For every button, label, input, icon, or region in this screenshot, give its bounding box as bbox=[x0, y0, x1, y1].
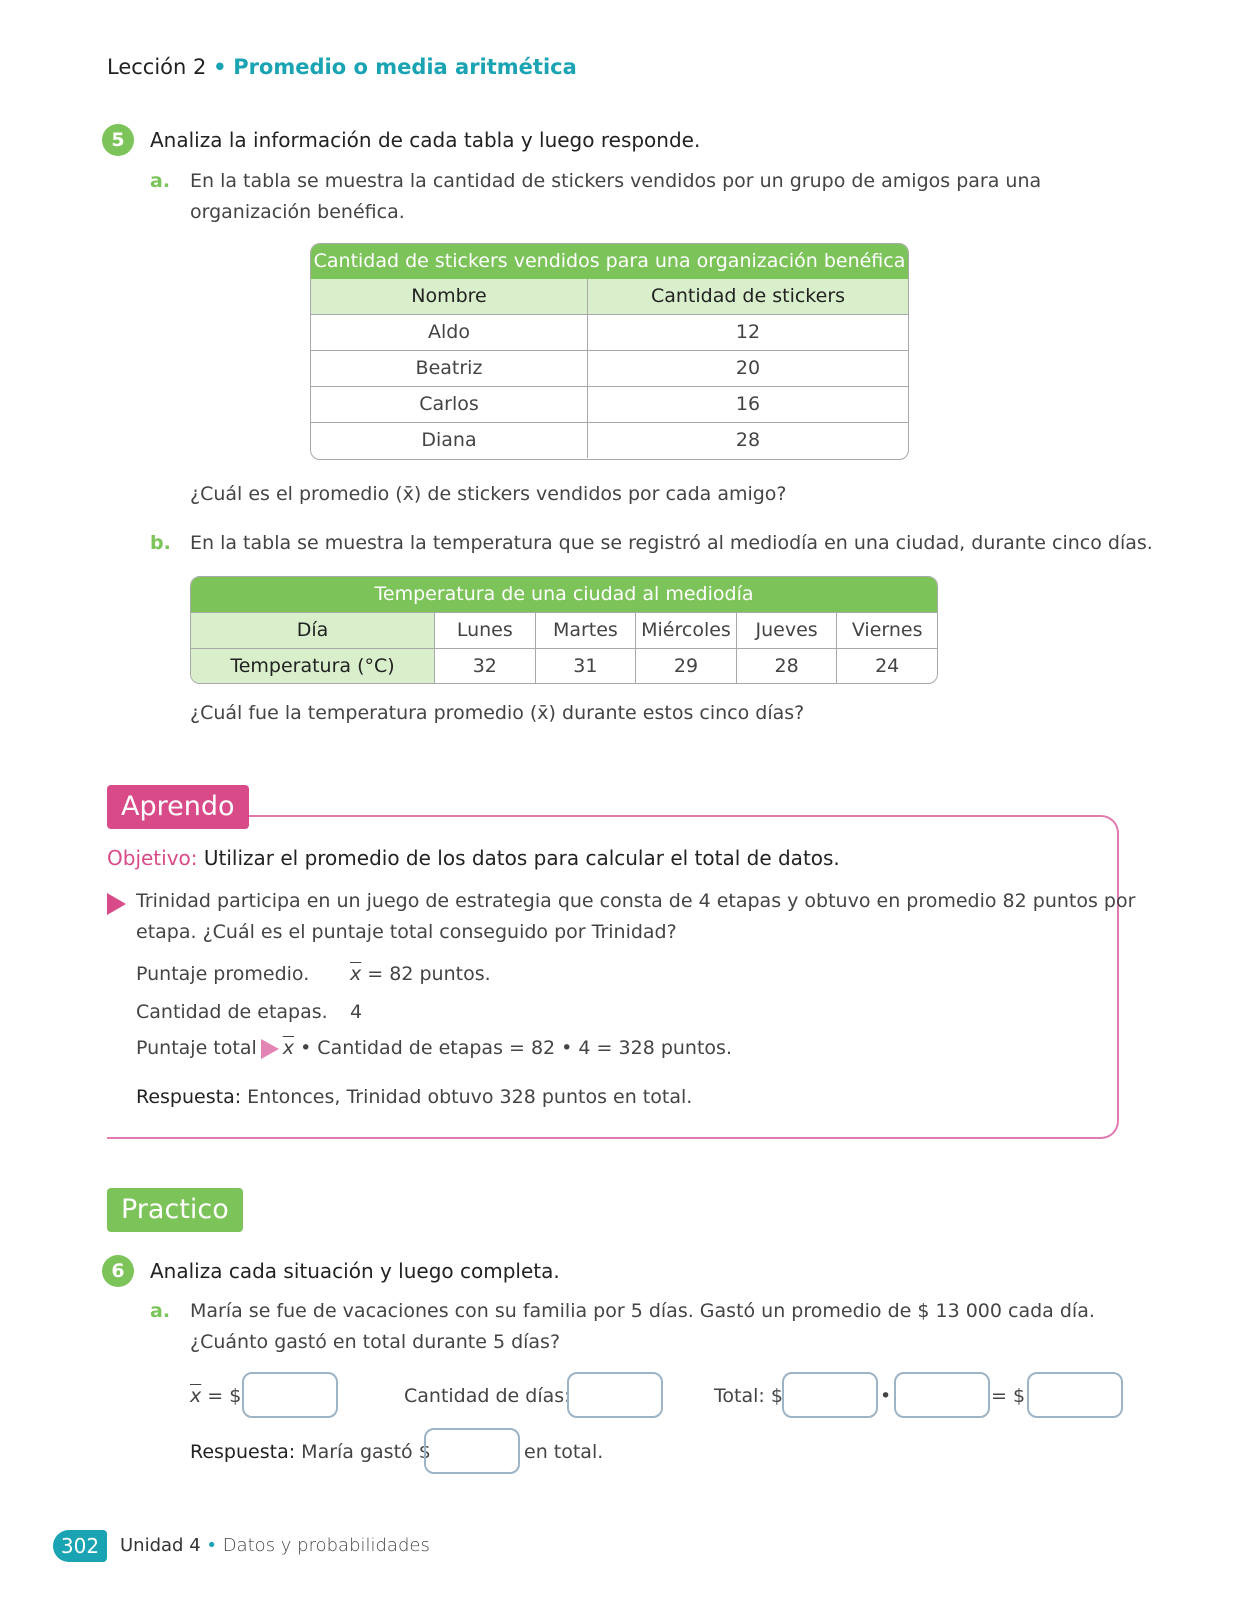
play-triangle-icon bbox=[107, 893, 126, 915]
exercise-5-heading: Analiza la información de cada tabla y luego responde. bbox=[150, 128, 701, 152]
item-a-letter: a. bbox=[150, 170, 171, 192]
col-header-quantity: Cantidad de stickers bbox=[650, 285, 846, 307]
cell-day: Martes bbox=[536, 613, 637, 648]
table-row bbox=[311, 351, 908, 387]
footer-section: Datos y probabilidades bbox=[222, 1535, 430, 1556]
lesson-bullet: • bbox=[213, 55, 227, 79]
x-bar-symbol: $\overline{x}$ bbox=[190, 1385, 202, 1407]
cell-name: Carlos bbox=[311, 387, 588, 422]
stickers-table-header bbox=[311, 279, 908, 315]
lesson-header bbox=[107, 55, 577, 79]
stickers-table bbox=[310, 243, 909, 460]
total-line bbox=[136, 1037, 732, 1059]
objective bbox=[107, 846, 840, 870]
lesson-label: Lección 2 bbox=[107, 55, 207, 79]
days-input[interactable] bbox=[567, 1372, 663, 1418]
cell-day: Viernes bbox=[851, 619, 923, 641]
problem-line-2: etapa. ¿Cuál es el puntaje total conseguido por Trinidad? bbox=[136, 921, 677, 943]
cell-day: Lunes bbox=[435, 613, 536, 648]
answer-post: en total. bbox=[524, 1441, 604, 1463]
item-6a-line-1: María se fue de vacaciones con su familia por 5 días. Gastó un promedio de $ 13 000 cada día. bbox=[190, 1300, 1095, 1322]
cell-temp: 24 bbox=[875, 655, 900, 677]
multiply-dot: • bbox=[880, 1385, 892, 1407]
table-row-days bbox=[191, 612, 937, 648]
cell-value: 28 bbox=[735, 429, 761, 451]
aprendo-answer bbox=[136, 1086, 692, 1108]
footer-unit: Unidad 4 bbox=[120, 1535, 201, 1556]
exercise-5-badge: 5 bbox=[102, 124, 134, 156]
aprendo-tag: Aprendo bbox=[107, 785, 249, 829]
problem-line-1: Trinidad participa en un juego de estrategia que consta de 4 etapas y obtuvo en promedio 82 puntos por bbox=[136, 890, 1136, 912]
footer-text bbox=[120, 1535, 430, 1556]
table-row bbox=[311, 423, 908, 458]
exercise-6-heading: Analiza cada situación y luego completa. bbox=[150, 1259, 560, 1283]
answer-label: Respuesta: bbox=[190, 1441, 296, 1463]
stickers-table-title: Cantidad de stickers vendidos para una organización benéfica bbox=[311, 244, 908, 279]
answer-text: Entonces, Trinidad obtuvo 328 puntos en total. bbox=[247, 1086, 693, 1108]
cell-day: Miércoles bbox=[636, 613, 737, 648]
arrow-icon bbox=[261, 1039, 279, 1059]
average-equation bbox=[190, 1385, 241, 1407]
cell-value: 12 bbox=[735, 321, 761, 343]
exercise-6-badge: 6 bbox=[102, 1255, 134, 1287]
item-b-text: En la tabla se muestra la temperatura que se registró al mediodía en una ciudad, durante cinco días. bbox=[190, 532, 1153, 554]
item-6a-letter: a. bbox=[150, 1300, 171, 1322]
total-factor-2-input[interactable] bbox=[894, 1372, 990, 1418]
item-a-text: En la tabla se muestra la cantidad de stickers vendidos por un grupo de amigos para una organización benéfica. bbox=[190, 170, 1042, 223]
stages-value: 4 bbox=[350, 1001, 363, 1023]
total-label: Puntaje total bbox=[136, 1037, 257, 1059]
average-value-text: = 82 puntos. bbox=[367, 963, 491, 985]
cell-temp: 28 bbox=[737, 649, 838, 684]
cell-temp: 31 bbox=[536, 649, 637, 684]
cell-name: Beatriz bbox=[311, 351, 588, 386]
objective-label: Objetivo: bbox=[107, 846, 198, 870]
table-row-temps bbox=[191, 648, 937, 684]
days-label: Cantidad de días: bbox=[404, 1385, 571, 1407]
average-input[interactable] bbox=[242, 1372, 338, 1418]
cell-value: 20 bbox=[735, 357, 761, 379]
answer-label: Respuesta: bbox=[136, 1086, 242, 1108]
average-value bbox=[350, 963, 491, 985]
total-label: Total: $ bbox=[714, 1385, 783, 1407]
item-6a-line-2: ¿Cuánto gastó en total durante 5 días? bbox=[190, 1331, 561, 1353]
footer-bullet: • bbox=[206, 1535, 217, 1556]
stages-label: Cantidad de etapas. bbox=[136, 1001, 328, 1023]
equals-dollar: = $ bbox=[991, 1385, 1026, 1407]
answer-input[interactable] bbox=[424, 1428, 520, 1474]
temperature-table bbox=[190, 576, 938, 684]
cell-temp: 29 bbox=[636, 649, 737, 684]
page-number: 302 bbox=[53, 1530, 107, 1562]
item-a-question: ¿Cuál es el promedio (x̄) de stickers vendidos por cada amigo? bbox=[190, 483, 787, 505]
cell-name: Diana bbox=[311, 423, 588, 458]
cell-name: Aldo bbox=[311, 315, 588, 350]
answer-pre: María gastó $ bbox=[301, 1441, 431, 1463]
practico-answer bbox=[190, 1441, 431, 1463]
total-factor-1-input[interactable] bbox=[782, 1372, 878, 1418]
lesson-topic: Promedio o media aritmética bbox=[233, 55, 577, 79]
table-row bbox=[311, 387, 908, 423]
row-header-day: Día bbox=[191, 613, 435, 648]
cell-day: Jueves bbox=[737, 613, 838, 648]
average-label: Puntaje promedio. bbox=[136, 963, 310, 985]
item-b-letter: b. bbox=[150, 532, 171, 554]
temperature-table-title: Temperatura de una ciudad al mediodía bbox=[191, 577, 937, 612]
col-header-name: Nombre bbox=[311, 279, 588, 314]
cell-value: 16 bbox=[735, 393, 761, 415]
x-bar-symbol: $\overline{x}$ bbox=[350, 963, 362, 985]
practico-tag: Practico bbox=[107, 1188, 243, 1232]
equals-dollar: = $ bbox=[207, 1385, 242, 1407]
cell-temp: 32 bbox=[435, 649, 536, 684]
objective-text: Utilizar el promedio de los datos para calcular el total de datos. bbox=[203, 846, 840, 870]
table-row bbox=[311, 315, 908, 351]
item-b-question: ¿Cuál fue la temperatura promedio (x̄) durante estos cinco días? bbox=[190, 702, 805, 724]
x-bar-symbol: $\overline{x}$ bbox=[282, 1037, 295, 1059]
total-result-input[interactable] bbox=[1027, 1372, 1123, 1418]
row-header-temperature: Temperatura (°C) bbox=[191, 649, 435, 684]
total-formula: • Cantidad de etapas = 82 • 4 = 328 puntos. bbox=[300, 1037, 732, 1059]
